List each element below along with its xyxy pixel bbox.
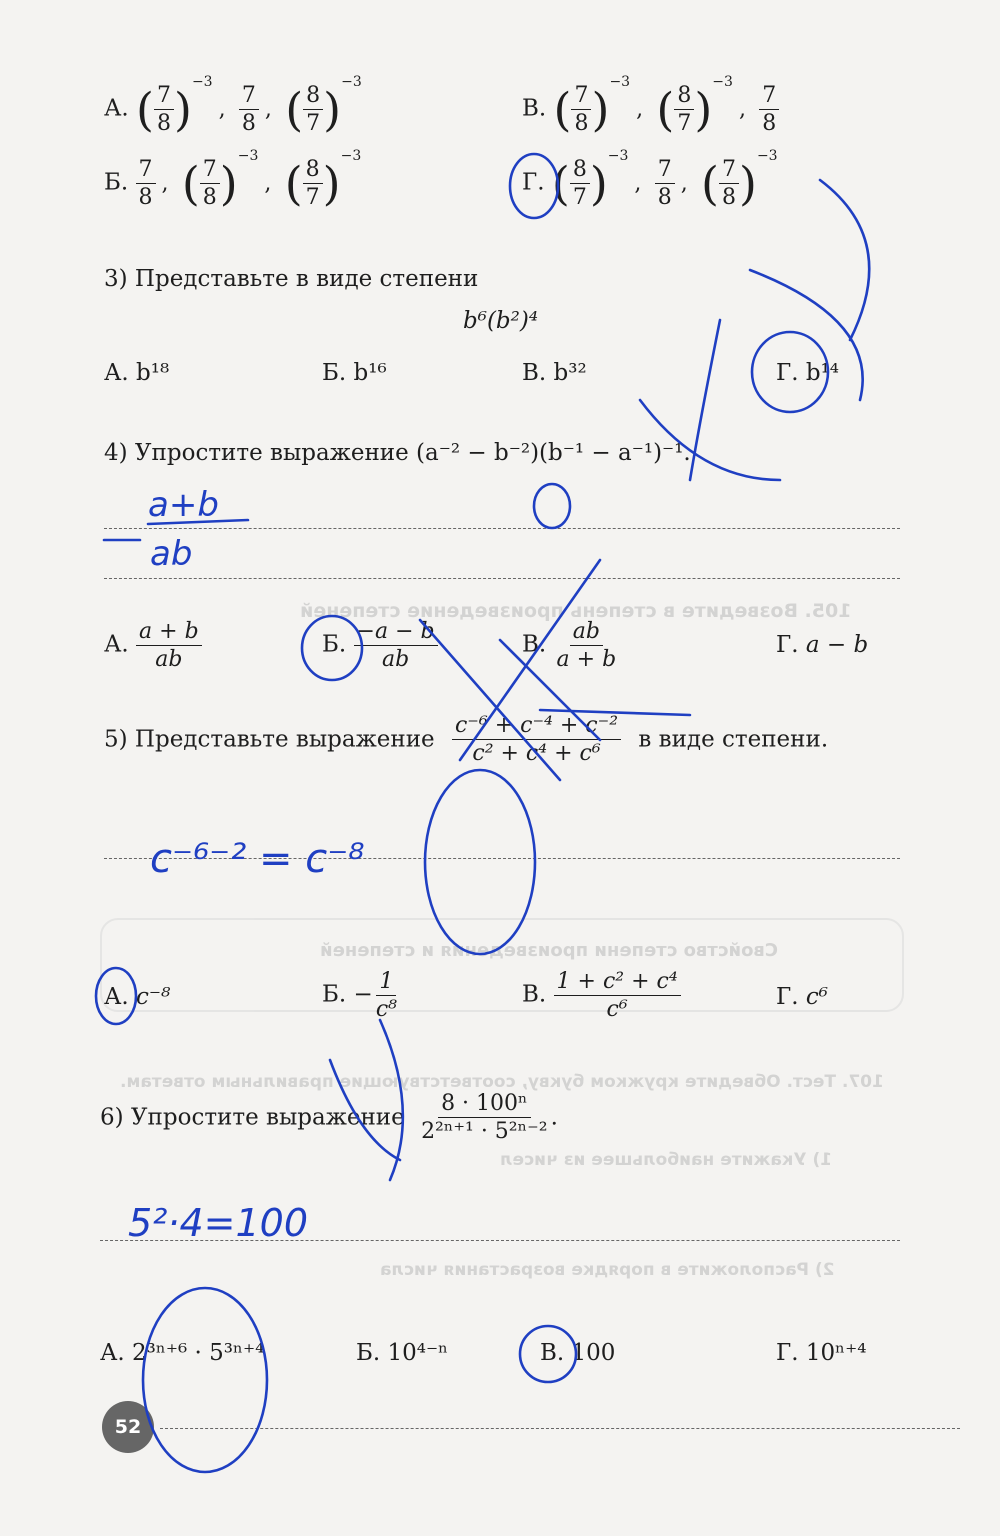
- bleed-text-107-q1: 1) Укажите наибольшее из чисел: [500, 1150, 833, 1170]
- bleed-text-rule: Свойство степени произведения и степеней: [320, 940, 779, 961]
- option-letter: А.: [104, 95, 129, 122]
- q4-option-g: Г. a − b: [776, 632, 869, 658]
- q2-option-a: А. ( $\frac{7}{8}$ )$^{-3}$, $\frac{7}{8}$ , ( $\frac{8}{7}$ )$^{-3}$: [104, 74, 362, 137]
- q3-expression: b⁶(b²)⁴: [463, 308, 539, 334]
- bleed-text-105: 105. Возведите в степень произведение степеней: [300, 600, 852, 622]
- q5-title: 5) Представьте выражение $\frac{\text{c⁻⁶ + c⁻⁴ + c⁻²}}{\text{c² + c⁴ + c⁶}}$ в виде степени.: [104, 713, 829, 767]
- q6-option-g: Г. 10ⁿ⁺⁴: [776, 1340, 867, 1366]
- bleed-text-107-q2: 2) Расположите в порядке возрастания числа: [380, 1260, 835, 1280]
- answer-line: [100, 1240, 900, 1241]
- handwritten-q6-answer: 5²·4=100: [128, 1201, 309, 1245]
- q3-option-g: Г. b¹⁴: [776, 360, 840, 386]
- q3-option-v: В. b³²: [522, 360, 587, 386]
- handwritten-q5-answer: c⁻⁶⁻² = c⁻⁸: [150, 836, 365, 882]
- q6-option-a: А. 2³ⁿ⁺⁶ · 5³ⁿ⁺⁴: [100, 1340, 265, 1366]
- q2-option-b: Б. $\frac{7}{8}$ , ( $\frac{7}{8}$ )$^{-3}$, ( $\frac{8}{7}$ )$^{-3}$: [104, 148, 362, 211]
- bleed-text-107: 107. Тест. Обведите кружком букву, соответствующие правильным ответам.: [120, 1072, 884, 1092]
- q4-option-v: В. $\frac{ab}{a + b}$: [522, 619, 617, 673]
- footer-rule: [160, 1428, 960, 1429]
- q6-title: 6) Упростите выражение $\frac{\text{8 · 100ⁿ}}{\text{2²ⁿ⁺¹ · 5²ⁿ⁻²}}$ .: [100, 1091, 558, 1145]
- answer-line: [104, 858, 900, 859]
- handwritten-q4-denominator: ab: [150, 534, 193, 574]
- q5-option-v: В. $\frac{\text{1 + c² + c⁴}}{\text{c⁶}}$: [522, 970, 681, 1021]
- q6-option-b: Б. 10⁴⁻ⁿ: [356, 1340, 449, 1366]
- page-number: 52: [102, 1401, 154, 1453]
- q5-option-b: Б. − $\frac{1}{\text{c⁸}}$: [322, 969, 397, 1023]
- q2-option-g: Г. ( $\frac{8}{7}$ )$^{-3}$, $\frac{7}{8}$ , ( $\frac{7}{8}$ )$^{-3}$: [522, 148, 778, 211]
- handwritten-q4-numerator: a+b: [148, 485, 219, 525]
- q3-option-a: А. b¹⁸: [104, 360, 170, 386]
- q4-option-b: Б. $\frac{-a - b}{ab}$: [322, 620, 438, 671]
- answer-line: [104, 528, 900, 529]
- q5-option-a: А. c⁻⁸: [104, 984, 171, 1010]
- q3-option-b: Б. b¹⁶: [322, 360, 387, 386]
- q3-title: 3) Представьте в виде степени: [104, 266, 479, 292]
- q5-option-g: Г. c⁶: [776, 984, 828, 1010]
- q6-option-v: В. 100: [540, 1340, 616, 1366]
- answer-line: [104, 578, 900, 579]
- q2-option-v: В. ( $\frac{7}{8}$ )$^{-3}$, ( $\frac{8}{7}$ )$^{-3}$, $\frac{7}{8}$: [522, 84, 779, 135]
- q4-option-a: А. $\frac{a + b}{ab}$: [104, 620, 202, 671]
- q4-title: 4) Упростите выражение (a⁻² − b⁻²)(b⁻¹ − a⁻¹)⁻¹.: [104, 440, 691, 466]
- fraction: $\frac{7}{8}$: [154, 84, 174, 135]
